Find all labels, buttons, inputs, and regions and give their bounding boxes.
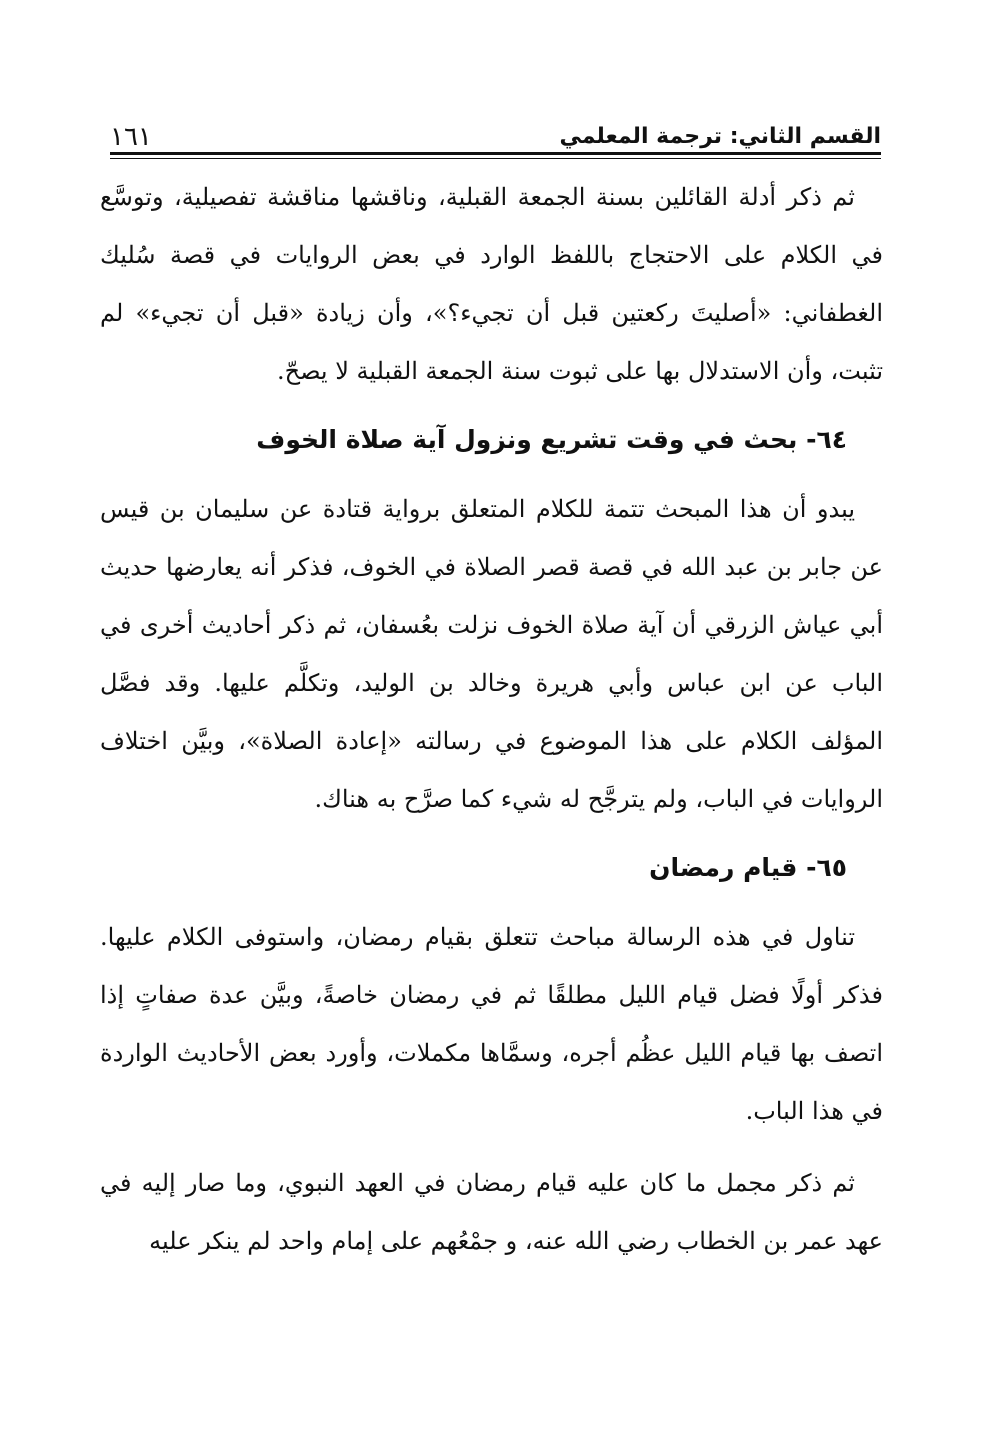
paragraph-prophetic-era: ثم ذكر مجمل ما كان عليه قيام رمضان في العهد النبوي، وما صار إليه في عهد عمر بن الخطاب رضي الله عنه، و جمْعُهم على إمام واحد لم ينكر عليه (100, 1169, 883, 1255)
running-header (110, 112, 881, 152)
paragraph-ramadan-night-prayer: تناول في هذه الرسالة مباحث تتعلق بقيام رمضان، واستوفى الكلام عليها. فذكر أولًا فضل قيام الليل مطلقًا ثم في رمضان خاصةً، وبيَّن عدة صفاتٍ إذا اتصف بها قيام الليل عظُم أجره، وسمَّاها مكملات، وأورد بعض الأحاديث الواردة في هذا الباب. (100, 923, 883, 1125)
paragraph-friday-sunnah: ثم ذكر أدلة القائلين بسنة الجمعة القبلية، وناقشها مناقشة تفصيلية، وتوسَّع في الكلام على الاحتجاج باللفظ الوارد في بعض الروايات في قصة سُليك الغطفاني: «أصليتَ ركعتين قبل أن تجيء؟»، وأن زيادة «قبل أن تجيء» لم تثبت، وأن الاستدلال بها على ثبوت سنة الجمعة القبلية لا يصحّ. (100, 183, 883, 385)
running-header-title: القسم الثاني: ترجمة المعلمي (559, 124, 881, 149)
paragraph-fear-prayer: يبدو أن هذا المبحث تتمة للكلام المتعلق برواية قتادة عن سليمان بن قيس عن جابر بن عبد الله في قصة قصر الصلاة في الخوف، فذكر أنه يعارضها حديث أبي عياش الزرقي أن آية صلاة الخوف نزلت بعُسفان، ثم ذكر أحاديث أخرى في الباب عن ابن عباس وأبي هريرة وخالد بن الوليد، وتكلَّم عليها. وقد فصَّل المؤلف الكلام على هذا الموضوع في رسالته «إعادة الصلاة»، وبيَّن اختلاف الروايات في الباب، ولم يترجَّح له شيء كما صرَّح به هناك. (100, 495, 883, 813)
header-rule-thick (110, 152, 881, 155)
heading-64-fear-prayer: ٦٤- بحث في وقت تشريع ونزول آية صلاة الخوف (256, 425, 847, 454)
header-rule-thin (110, 158, 881, 159)
page-body (100, 168, 883, 1284)
page-number: ١٦١ (110, 122, 152, 152)
heading-65-ramadan-night-prayer: ٦٥- قيام رمضان (649, 853, 847, 882)
